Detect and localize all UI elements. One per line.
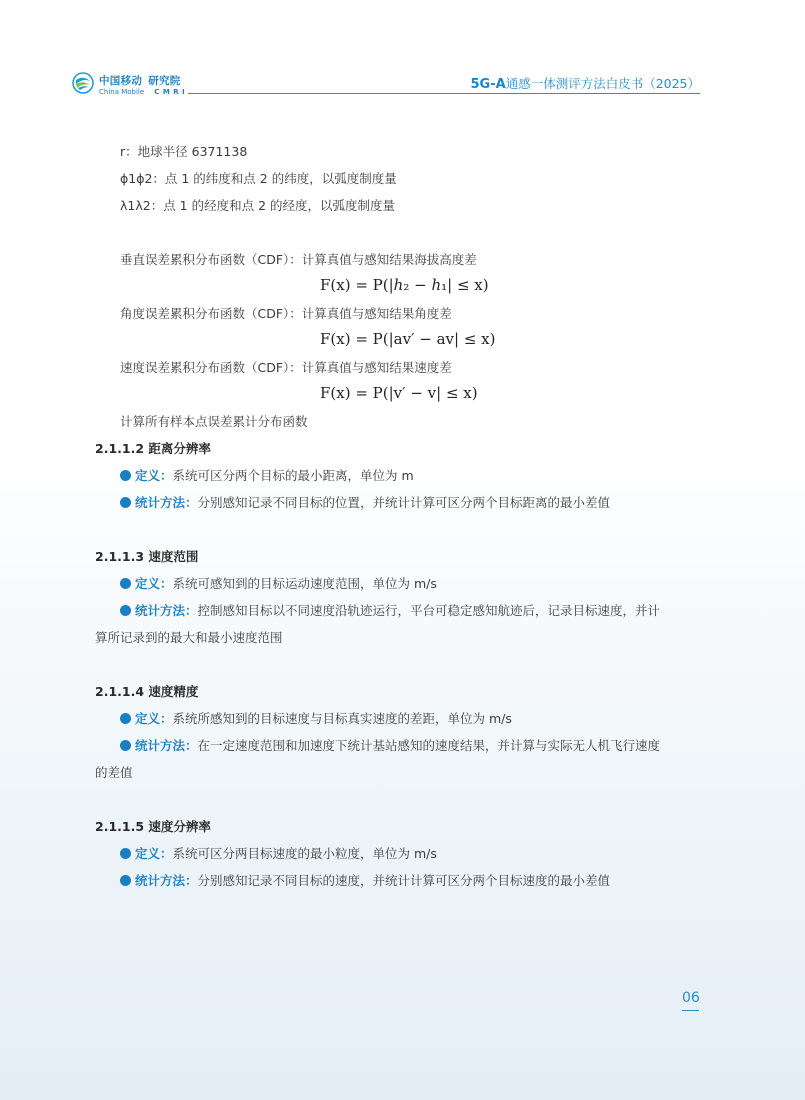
bullet-dot-icon: [120, 578, 131, 589]
method-bullet: [95, 597, 705, 624]
section-heading: 2.1.1.2 距离分辨率: [95, 441, 211, 456]
page-header: [72, 72, 700, 96]
method-label: 统计方法：: [135, 738, 198, 753]
speed-cdf-text: 速度误差累积分布函数（CDF）：计算真值与感知结果速度差: [120, 360, 452, 375]
bullet-dot-icon: [120, 713, 131, 724]
bullet-dot-icon: [120, 605, 131, 616]
page-number-underline: [682, 1010, 699, 1011]
speed-cdf-formula: F(x) = P(|v′ − v| ≤ x): [320, 384, 478, 402]
bullet-dot-icon: [120, 848, 131, 859]
method-text: 分别感知记录不同目标的位置，并统计计算可区分两个目标距离的最小差值: [197, 495, 611, 510]
definition-bullet: [95, 705, 705, 732]
definition-label: 定义：: [135, 846, 173, 861]
summary-text: 计算所有样本点误差累计分布函数: [120, 414, 308, 429]
method-label: 统计方法：: [135, 873, 198, 888]
definition-text: 系统可区分两个目标的最小距离，单位为 m: [172, 468, 414, 483]
r-definition: r：地球半径 6371138: [120, 144, 248, 159]
method-text: 控制感知目标以不同速度沿轨迹运行，平台可稳定感知航迹后，记录目标速度，并计: [197, 603, 661, 618]
definition-text: 系统可区分两目标速度的最小粒度，单位为 m/s: [172, 846, 437, 861]
section-heading: 2.1.1.3 速度范围: [95, 549, 199, 564]
method-text: 在一定速度范围和加速度下统计基站感知的速度结果，并计算与实际无人机飞行速度: [197, 738, 661, 753]
brand-text: [99, 73, 188, 96]
definition-bullet: [95, 840, 705, 867]
method-continuation: 的差值: [95, 765, 133, 780]
header-divider: [188, 93, 700, 94]
definition-bullet: [95, 570, 705, 597]
title-rest: 通感一体测评方法白皮书（2025）: [505, 76, 700, 91]
definition-label: 定义：: [135, 711, 173, 726]
brand-sub: 研究院: [148, 75, 181, 87]
china-mobile-logo-icon: [72, 72, 94, 94]
definition-label: 定义：: [135, 576, 173, 591]
bullet-dot-icon: [120, 740, 131, 751]
method-label: 统计方法：: [135, 495, 198, 510]
page-number: 06: [682, 990, 700, 1006]
brand-en: China Mobile: [99, 88, 145, 96]
title-bold: 5G-A: [470, 77, 506, 92]
bullet-dot-icon: [120, 497, 131, 508]
method-label: 统计方法：: [135, 603, 198, 618]
definition-text: 系统可感知到的目标运动速度范围，单位为 m/s: [172, 576, 437, 591]
vertical-cdf-formula: F(x) = P(|ℎ₂ − ℎ₁| ≤ x): [320, 276, 489, 294]
bullet-dot-icon: [120, 875, 131, 886]
section-heading: 2.1.1.4 速度精度: [95, 684, 199, 699]
definition-text: 系统所感知到的目标速度与目标真实速度的差距，单位为 m/s: [172, 711, 512, 726]
section-heading: 2.1.1.5 速度分辨率: [95, 819, 211, 834]
vertical-cdf-text: 垂直误差累积分布函数（CDF）：计算真值与感知结果海拔高度差: [120, 252, 477, 267]
brand-cmri: CMRI: [154, 88, 189, 96]
bullet-dot-icon: [120, 470, 131, 481]
method-text: 分别感知记录不同目标的速度，并统计计算可区分两个目标速度的最小差值: [197, 873, 611, 888]
definition-label: 定义：: [135, 468, 173, 483]
method-bullet: [95, 867, 705, 894]
page-content: [95, 138, 705, 894]
angle-cdf-text: 角度误差累积分布函数（CDF）：计算真值与感知结果角度差: [120, 306, 452, 321]
phi-definition: ϕ1ϕ2：点 1 的纬度和点 2 的纬度，以弧度制度量: [120, 171, 397, 186]
definition-bullet: [95, 462, 705, 489]
method-bullet: [95, 489, 705, 516]
document-title: [471, 74, 701, 92]
method-continuation: 算所记录到的最大和最小速度范围: [95, 630, 283, 645]
angle-cdf-formula: F(x) = P(|av′ − av| ≤ x): [320, 330, 496, 348]
method-bullet: [95, 732, 705, 759]
lambda-definition: λ1λ2：点 1 的经度和点 2 的经度，以弧度制度量: [120, 198, 396, 213]
brand-name: 中国移动: [99, 75, 143, 87]
